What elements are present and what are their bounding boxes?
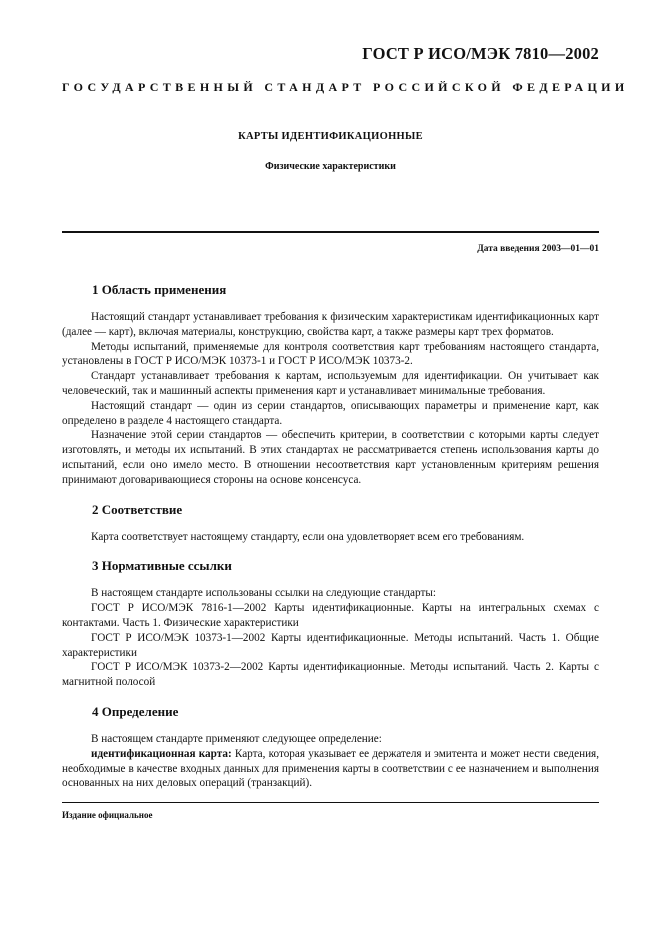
- reference-item: ГОСТ Р ИСО/МЭК 10373-1—2002 Карты идентификационные. Методы испытаний. Часть 1. Общие характеристики: [62, 631, 599, 659]
- paragraph: Назначение этой серии стандартов — обеспечить критерии, в соответствии с которыми карты следует изготовлять, и методы их испытаний. В этих стандартах не рассматривается степень использования карты до испытаний, если оно имело место. В отношении несоответствия карт установленным критериям решения принимают договаривающиеся стороны на основе консенсуса.: [62, 429, 599, 486]
- reference-item: ГОСТ Р ИСО/МЭК 7816-1—2002 Карты идентификационные. Карты на интегральных схемах с контактами. Часть 1. Физические характеристики: [62, 602, 599, 629]
- definition-paragraph: [62, 747, 599, 791]
- paragraph: В настоящем стандарте использованы ссылки на следующие стандарты:: [91, 587, 436, 600]
- section-definition: [62, 704, 599, 791]
- paragraph: В настоящем стандарте применяют следующее определение:: [91, 732, 382, 745]
- standard-subtitle: Физические характеристики: [265, 161, 396, 172]
- section-heading: 3 Нормативные ссылки: [92, 558, 232, 574]
- document-code: ГОСТ Р ИСО/МЭК 7810—2002: [362, 44, 599, 63]
- section-heading: 1 Область применения: [92, 282, 227, 297]
- introduction-date: Дата введения 2003—01—01: [477, 244, 599, 254]
- section-normative-references: [62, 558, 599, 690]
- reference-item: ГОСТ Р ИСО/МЭК 10373-2—2002 Карты идентификационные. Методы испытаний. Часть 2. Карты с магнитной полосой: [62, 661, 599, 689]
- document-body: [62, 282, 599, 805]
- official-edition-label: Издание официальное: [62, 810, 153, 820]
- section-conformance: [62, 502, 599, 545]
- paragraph: Настоящий стандарт — один из серии стандартов, описывающих параметры и применение карт, как определено в разделе 4 настоящего стандарта.: [62, 399, 599, 427]
- footer-divider: [62, 802, 599, 803]
- section-scope: [62, 282, 599, 488]
- paragraph: Карта соответствует настоящему стандарту, если она удовлетворяет всем его требованиям.: [91, 530, 525, 543]
- paragraph: Настоящий стандарт устанавливает требования к физическим характеристикам идентификационных карт (далее — карт), включая материалы, конструкцию, свойства карт, а также размеры карт трех форматов.: [62, 311, 599, 338]
- definition-text: Карта, которая указывает ее держателя и эмитента и может нести сведения, необходимые в качестве входных данных для применения карты в соответствии с ее назначением и выполнения основанных на них деловых операций (транзакций).: [62, 747, 600, 790]
- header-divider: [62, 231, 599, 233]
- paragraph: Методы испытаний, применяемые для контроля соответствия карт требованиям настоящего стандарта, установлены в ГОСТ Р ИСО/МЭК 10373-1 и ГОСТ Р ИСО/МЭК 10373-2.: [62, 340, 599, 368]
- defined-term: идентификационная карта:: [91, 747, 232, 760]
- paragraph: Стандарт устанавливает требования к картам, используемым для идентификации. Он учитывает как человеческий, так и машинный аспекты применения карт и устанавливает минимальные требования.: [62, 370, 599, 397]
- section-heading: 4 Определение: [92, 703, 179, 719]
- standard-title: КАРТЫ ИДЕНТИФИКАЦИОННЫЕ: [238, 131, 423, 142]
- state-standard-title: ГОСУДАРСТВЕННЫЙ СТАНДАРТ РОССИЙСКОЙ ФЕДЕРАЦИИ: [62, 80, 629, 94]
- section-heading: 2 Соответствие: [92, 501, 183, 517]
